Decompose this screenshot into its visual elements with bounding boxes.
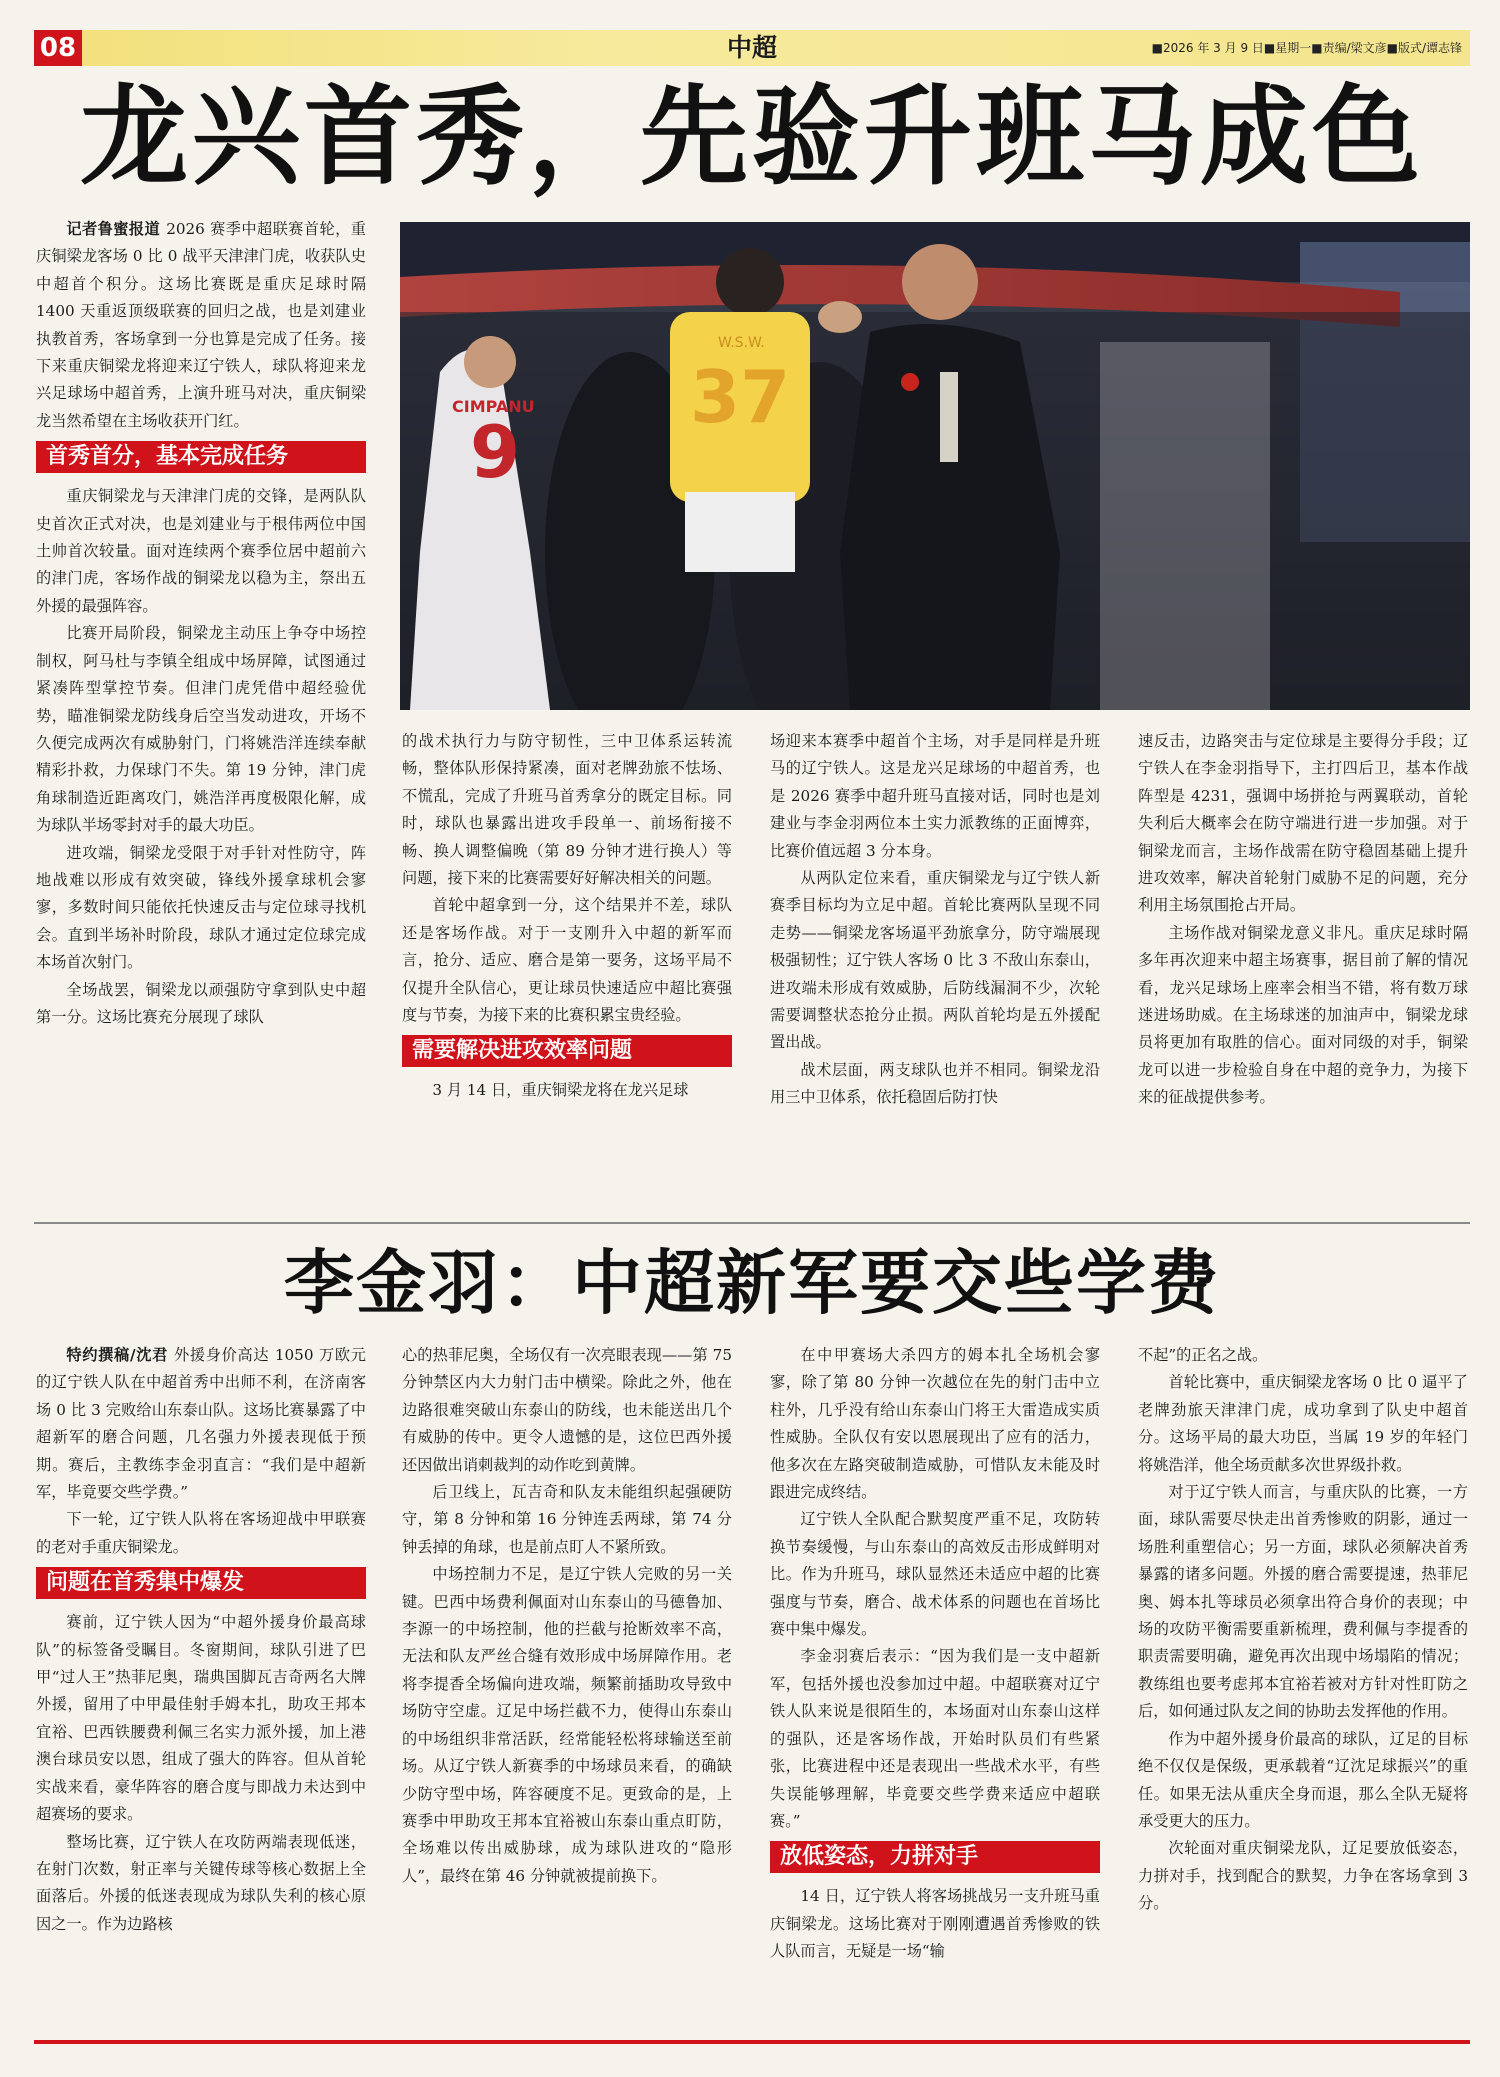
article1-photo [400, 222, 1470, 710]
article1-headline: 龙兴首秀，先验升班马成色 [79, 74, 1424, 200]
paragraph: 比赛开局阶段，铜梁龙主动压上争夺中场控制权，阿马杜与李镇全组成中场屏障，试图通过紧凑阵型掌控节奏。但津门虎凭借中超经验优势，瞄准铜梁龙防线身后空当发动进攻，开场不久便完成两次有威胁射门，门将姚浩洋连续奉献精彩扑救，力保球门不失。第 19 分钟，津门虎角球制造近距离攻门，姚浩洋再度极限化解，成为球队半场零封对手的最大功臣。 [36, 624, 366, 835]
paragraph: 下一轮，辽宁铁人队将在客场迎战中甲联赛的老对手重庆铜梁龙。 [36, 1510, 366, 1556]
paragraph: 对于辽宁铁人而言，与重庆队的比赛，一方面，球队需要尽快走出首秀惨败的阴影，通过一场胜利重塑信心；另一方面，球队必须解决首秀暴露的诸多问题。外援的磨合需要提速，热菲尼奥、姆本扎等球员必须拿出符合身价的表现；中场的攻防平衡需要重新梳理，费利佩与李提香的职责需要明确，避免再次出现中场塌陷的情况；教练组也要考虑邦本宜裕若被对方针对性盯防之后，如何通过队友之间的协助去发挥他的作用。 [1138, 1483, 1468, 1721]
paragraph: 不起”的正名之战。 [1138, 1346, 1268, 1364]
article2-column-2 [402, 1342, 732, 1890]
article1-subhead-1: 首秀首分，基本完成任务 [36, 441, 366, 473]
article2-subhead-1: 问题在首秀集中爆发 [36, 1567, 366, 1599]
paragraph: 从两队定位来看，重庆铜梁龙与辽宁铁人新赛季目标均为立足中超。首轮比赛两队呈现不同走势——铜梁龙客场逼平劲旅拿分，防守端展现极强韧性；辽宁铁人客场 0 比 3 不敌山东泰山，进攻端未形成有效威胁，后防线漏洞不少，次轮需要调整状态抢分止损。两队首轮均是五外援配置出战。 [770, 869, 1100, 1052]
paragraph: 赛前，辽宁铁人因为“中超外援身价最高球队”的标签备受瞩目。冬窗期间，球队引进了巴甲“过人王”热菲尼奥，瑞典国脚瓦吉奇两名大牌外援，留用了中甲最佳射手姆本扎，助攻王邦本宜裕、巴西铁腰费利佩三名实力派外援，加上港澳台球员安以恩，组成了强大的阵容。但从首轮实战来看，豪华阵容的磨合度与即战力未达到中超赛场的要求。 [36, 1613, 366, 1824]
paragraph: 整场比赛，辽宁铁人在攻防两端表现低迷，在射门次数，射正率与关键传球等核心数据上全面落后。外援的低迷表现成为球队失利的核心原因之一。作为边路核 [36, 1832, 366, 1933]
paragraph: 李金羽赛后表示：“因为我们是一支中超新军，包括外援也没参加过中超。中超联赛对辽宁铁人队来说是很陌生的，本场面对山东泰山这样的强队，还是客场作战，开始时队员们有些紧张，比赛进程中还是表现出一些战术水平，有些失误能够理解，毕竟要交些学费来适应中超联赛。” [770, 1647, 1100, 1830]
article2-intro [36, 1342, 366, 1506]
paragraph: 次轮面对重庆铜梁龙队，辽足要放低姿态，力拼对手，找到配合的默契，力争在客场拿到 3 分。 [1138, 1839, 1468, 1913]
article2-headline: 李金羽：中超新军要交些学费 [284, 1242, 1220, 1324]
paragraph: 的战术执行力与防守韧性，三中卫体系运转流畅，整体队形保持紧凑，面对老牌劲旅不怯场、不慌乱，完成了升班马首秀拿分的既定目标。同时，球队也暴露出进攻手段单一、前场衔接不畅、换人调整偏晚（第 89 分钟才进行换人）等问题，接下来的比赛需要好好解决相关的问题。 [402, 732, 732, 888]
article-divider [34, 1222, 1470, 1224]
bib-number: 37 [690, 355, 791, 439]
paragraph: 辽宁铁人全队配合默契度严重不足，攻防转换节奏缓慢，与山东泰山的高效反击形成鲜明对比。作为升班马，球队显然还未适应中超的比赛强度与节奏，磨合、战术体系的问题也在首场比赛中集中爆发。 [770, 1510, 1100, 1639]
paragraph: 首轮比赛中，重庆铜梁龙客场 0 比 0 逼平了老牌劲旅天津津门虎，成功拿到了队史中超首分。这场平局的最大功臣，当属 19 岁的年轻门将姚浩洋，他全场贡献多次世界级扑救。 [1138, 1373, 1468, 1474]
paragraph: 2026 赛季中超联赛首轮，重庆铜梁龙客场 0 比 0 战平天津津门虎，收获队史中超首个积分。这场比赛既是重庆足球时隔 1400 天重返顶级联赛的回归之战，也是刘建业执教首秀，客场拿到一分也算是完成了任务。接下来重庆铜梁龙将迎来辽宁铁人，球队将迎来龙兴足球场中超首秀，上演升班马对决，重庆铜梁龙当然希望在主场收获开门红。 [36, 220, 366, 430]
article1-subhead-2: 需要解决进攻效率问题 [402, 1035, 732, 1067]
paragraph: 战术层面，两支球队也并不相同。铜梁龙沿用三中卫体系，依托稳固后防打快 [770, 1060, 1100, 1107]
article1-intro [36, 216, 366, 435]
article1-byline: 记者鲁蜜报道 [66, 220, 161, 238]
paragraph: 作为中超外援身价最高的球队，辽足的目标绝不仅仅是保级，更承载着“辽沈足球振兴”的重任。如果无法从重庆全身而退，那么全队无疑将承受更大的压力。 [1138, 1729, 1468, 1830]
paragraph: 进攻端，铜梁龙受限于对手针对性防守，阵地战难以形成有效突破，锋线外援拿球机会寥寥，多数时间只能依托快速反击与定位球寻找机会。直到半场补时阶段，球队才通过定位球完成本场首次射门。 [36, 843, 366, 972]
paragraph: 重庆铜梁龙与天津津门虎的交锋，是两队队史首次正式对决，也是刘建业与于根伟两位中国土帅首次较量。面对连续两个赛季位居中超前六的津门虎，客场作战的铜梁龙以稳为主，祭出五外援的最强阵容。 [36, 487, 366, 615]
section-title: 中超 [726, 33, 777, 62]
bottom-rule [34, 2040, 1470, 2044]
article2-column-3 [770, 1342, 1100, 1966]
article1-column-3 [770, 728, 1100, 1112]
page-header [34, 30, 1470, 66]
jersey-name: CIMPANU [452, 397, 535, 416]
article2-column-4 [1138, 1342, 1468, 1918]
page-number: 08 [34, 30, 82, 66]
paragraph: 场迎来本赛季中超首个主场，对手是同样是升班马的辽宁铁人。这是龙兴足球场的中超首秀，也是 2026 赛季中超升班马直接对话，同时也是刘建业与李金羽两位本土实力派教练的正面博弈，比赛价值远超 3 分本身。 [770, 732, 1100, 860]
article2-subhead-2: 放低姿态，力拼对手 [770, 1841, 1100, 1873]
paragraph: 首轮中超拿到一分，这个结果并不差，球队还是客场作战。对于一支刚升入中超的新军而言，抢分、适应、磨合是第一要务，这场平局不仅提升全队信心，更让球员快速适应中超比赛强度与节奏，为接下来的比赛积累宝贵经验。 [402, 896, 732, 1025]
article2-byline: 特约撰稿/沈君 [66, 1346, 168, 1364]
paragraph: 全场战罢，铜梁龙以顽强防守拿到队史中超第一分。这场比赛充分展现了球队 [36, 980, 366, 1026]
article1-column-4 [1138, 728, 1468, 1112]
paragraph: 3 月 14 日，重庆铜梁龙将在龙兴足球 [432, 1081, 689, 1100]
paragraph: 中场控制力不足，是辽宁铁人完败的另一关键。巴西中场费利佩面对山东泰山的马德鲁加、李源一的中场控制，他的拦截与抢断效率不高，无法和队友严丝合缝有效形成中场屏障作用。老将李提香全场偏向进攻端，频繁前插助攻导致中场防守空虚。辽足中场拦截不力，使得山东泰山的中场组织非常活跃，经常能轻松将球输送至前场。从辽宁铁人新赛季的中场球员来看，的确缺少防守型中场，阵容硬度不足。更致命的是，上赛季中甲助攻王邦本宜裕被山东泰山重点盯防，全场难以传出威胁球，成为球队进攻的“隐形人”，最终在第 46 分钟就被提前换下。 [402, 1565, 732, 1885]
article1-column-2 [402, 728, 732, 1105]
paragraph: 在中甲赛场大杀四方的姆本扎全场机会寥寥，除了第 80 分钟一次越位在先的射门击中立柱外，几乎没有给山东泰山门将王大雷造成实质性威胁。全队仅有安以恩展现出了应有的活力，他多次在左路突破制造威胁，可惜队友未能及时跟进完成终结。 [770, 1346, 1100, 1502]
article1-column-1 [36, 216, 366, 1031]
photo-illustration [400, 222, 1470, 710]
paragraph: 速反击，边路突击与定位球是主要得分手段；辽宁铁人在李金羽指导下，主打四后卫，基本作战阵型是 4231，强调中场拼抢与两翼联动，首轮失利后大概率会在防守端进行进一步加强。对于铜梁龙而言，主场作战需在防守稳固基础上提升进攻效率，解决首轮射门威胁不足的问题，充分利用主场氛围抢占开局。 [1138, 732, 1468, 915]
paragraph: 外援身价高达 1050 万欧元的辽宁铁人队在中超首秀中出师不利，在济南客场 0 比 3 完败给山东泰山队。这场比赛暴露了中超新军的磨合问题，几名强力外援表现低于预期。赛后，主教练李金羽直言：“我们是中超新军，毕竟要交些学费。” [36, 1346, 366, 1502]
paragraph: 14 日，辽宁铁人将客场挑战另一支升班马重庆铜梁龙。这场比赛对于刚刚遭遇首秀惨败的铁人队而言，无疑是一场“输 [770, 1887, 1100, 1961]
issue-meta: ■2026 年 3 月 9 日■星期一■责编/梁文彦■版式/谭志锋 [1151, 41, 1462, 55]
bib-name: W.S.W. [718, 335, 765, 351]
article2-column-1 [36, 1342, 366, 1938]
paragraph: 心的热菲尼奥，全场仅有一次亮眼表现——第 75 分钟禁区内大力射门击中横梁。除此之外，他在边路很难突破山东泰山的防线，也未能送出几个有威胁的传中。更令人遗憾的是，这位巴西外援还因做出诮刺裁判的动作吃到黄牌。 [402, 1346, 732, 1474]
paragraph: 主场作战对铜梁龙意义非凡。重庆足球时隔多年再次迎来中超主场赛事，据目前了解的情况看，龙兴足球场上座率会相当不错，将有数万球迷进场助威。在主场球迷的加油声中，铜梁龙球员将更加有取胜的信心。面对同级的对手，铜梁龙可以进一步检验自身在中超的竞争力，为接下来的征战提供参考。 [1138, 923, 1468, 1107]
jersey-number-9: 9 [470, 410, 521, 494]
paragraph: 后卫线上，瓦吉奇和队友未能组织起强硬防守，第 8 分钟和第 16 分钟连丢两球，第 74 分钟丢掉的角球，也是前点盯人不紧所致。 [402, 1483, 732, 1556]
